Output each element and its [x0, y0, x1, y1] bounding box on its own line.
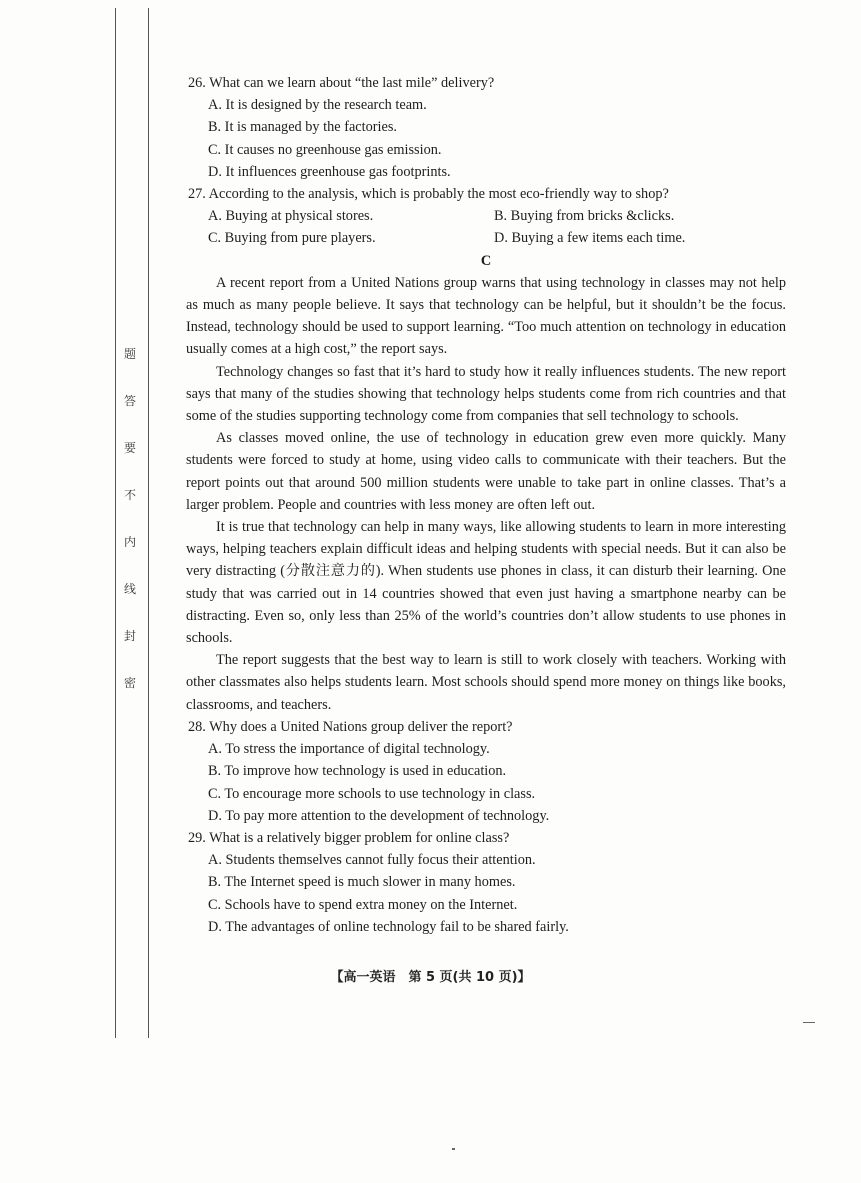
question-29-option-a: A. Students themselves cannot fully focus their attention. [208, 852, 536, 869]
question-26-option-d: D. It influences greenhouse gas footprints. [208, 163, 451, 180]
section-c-heading: C [480, 252, 492, 269]
side-char: 封 [123, 629, 136, 643]
binding-margin-warning [120, 348, 140, 724]
question-28-stem: 28. Why does a United Nations group deliver the report? [188, 718, 513, 735]
question-27-stem: 27. According to the analysis, which is probably the most eco-friendly way to shop? [188, 186, 669, 203]
binding-margin-line-outer [115, 8, 116, 1038]
question-26-option-a: A. It is designed by the research team. [208, 97, 427, 114]
passage-paragraph-5: The report suggests that the best way to learn is still to work closely with teachers. Working with other classmates also helps students learn. Most schools should spend more money on things like books, classrooms, and teachers. [186, 652, 786, 713]
question-29-option-d: D. The advantages of online technology fail to be shared fairly. [208, 918, 569, 935]
question-26-option-c: C. It causes no greenhouse gas emission. [208, 141, 442, 158]
question-29-option-b: B. The Internet speed is much slower in many homes. [208, 874, 516, 891]
binding-margin-line-inner [148, 8, 149, 1038]
question-29-stem: 29. What is a relatively bigger problem for online class? [188, 829, 510, 846]
scan-mark [803, 1022, 815, 1023]
exam-page-content [186, 72, 786, 938]
question-27-option-b: B. Buying from bricks &clicks. [494, 208, 675, 225]
question-27-option-c: C. Buying from pure players. [208, 230, 376, 247]
passage-paragraph-4: It is true that technology can help in many ways, like allowing students to learn in more interesting ways, helping teachers explain difficult ideas and helping students with special needs. But it can also be very distracting (分散注意力的). When students use phones in class, it can disturb their learning. One study that was carried out in 14 countries showed that even just having a smartphone nearby can be distracting. Even so, only less than 25% of the world’s countries don’t allow students to use phones in schools. [186, 519, 786, 647]
question-26-option-b: B. It is managed by the factories. [208, 119, 397, 136]
page-footer: 【高一英语 第 5 页(共 10 页)】 [330, 970, 531, 985]
question-28-option-c: C. To encourage more schools to use technology in class. [208, 785, 536, 802]
side-char: 线 [123, 582, 136, 596]
side-char: 要 [123, 441, 136, 455]
question-27-option-d: D. Buying a few items each time. [494, 230, 686, 247]
scan-mark [452, 1148, 455, 1150]
question-28-option-d: D. To pay more attention to the development of technology. [208, 807, 550, 824]
passage-paragraph-1: A recent report from a United Nations group warns that using technology in classes may not help as much as many people believe. It says that technology can be helpful, but it shouldn’t be the focus. Instead, technology should be used to support learning. “Too much attention on technology in education usually comes at a high cost,” the report says. [186, 274, 786, 358]
question-28-option-a: A. To stress the importance of digital technology. [208, 741, 490, 758]
question-29-option-c: C. Schools have to spend extra money on the Internet. [208, 896, 518, 913]
side-char: 内 [123, 535, 136, 549]
side-char: 不 [123, 488, 136, 502]
side-char: 密 [123, 676, 136, 690]
question-26-stem: 26. What can we learn about “the last mile” delivery? [188, 75, 495, 91]
passage-paragraph-2: Technology changes so fast that it’s hard to study how it really influences students. The new report says that many of the studies showing that technology helps students come from rich countries and that some of the studies supporting technology come from companies that sell technology to schools. [186, 363, 786, 425]
question-27-option-a: A. Buying at physical stores. [208, 208, 374, 225]
question-28-option-b: B. To improve how technology is used in education. [208, 763, 507, 780]
side-char: 题 [123, 347, 136, 361]
side-char: 答 [123, 394, 136, 408]
passage-paragraph-3: As classes moved online, the use of technology in education grew even more quickly. Many students were forced to study at home, using video calls to communicate with their teachers. But the report points out that around 500 million students were unable to take part in online classes. That’s a larger problem. People and countries with less money are often left out. [186, 430, 786, 513]
